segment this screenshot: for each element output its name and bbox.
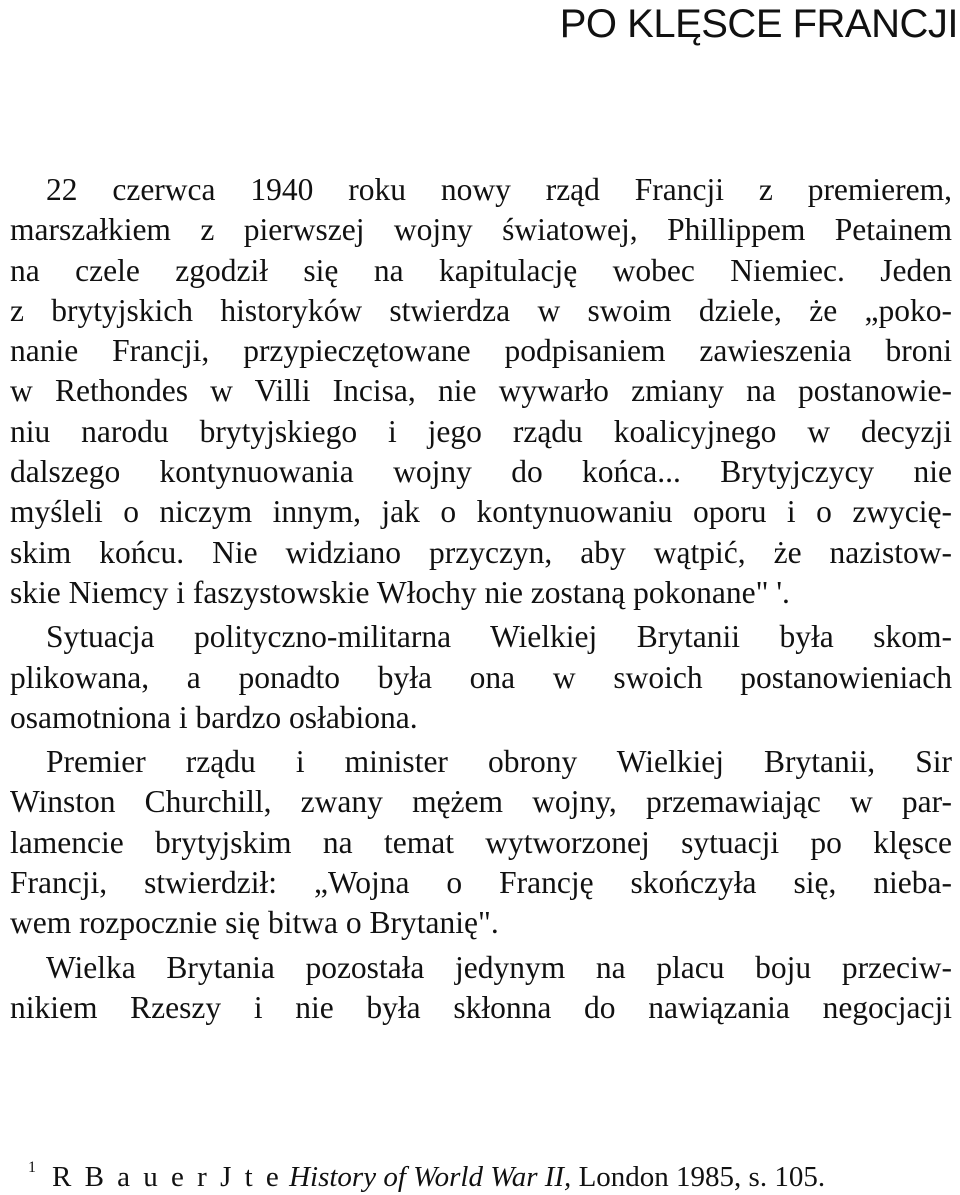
paragraph-2 [10,617,952,738]
text-line: na czele zgodził się na kapitulację wobec Niemiec. Jeden [10,252,952,288]
footnote-details: London 1985, s. 105. [578,1161,826,1193]
text-line: nanie Francji, przypieczętowane podpisaniem zawieszenia broni [10,333,952,369]
text-line: dalszego kontynuowania wojny do końca... Brytyjczycy nie [10,454,952,490]
paragraph-4 [10,948,952,1029]
text-line: Premier rządu i minister obrony Wielkiej Brytanii, Sir [46,744,952,780]
text-line: z brytyjskich historyków stwierdza w swoim dziele, że „poko- [10,292,952,328]
body-text [10,170,952,1032]
paragraph-1 [10,170,952,613]
paragraph-3 [10,742,952,943]
text-line: myśleli o niczym innym, jak o kontynuowaniu oporu i o zwycię- [10,494,952,530]
text-line: w Rethondes w Villi Incisa, nie wywarło zmiany na postanowie- [10,373,952,409]
text-line: plikowana, a ponadto była ona w swoich postanowieniach [10,659,952,695]
text-line: lamencie brytyjskim na temat wytworzonej sytuacji po klęsce [10,824,952,860]
footnote-author: R B a u e r J t e [52,1161,282,1193]
text-line: osamotniona i bardzo osłabiona. [10,699,418,735]
text-line: 22 czerwca 1940 roku nowy rząd Francji z premierem, [46,172,952,207]
text-line: Wielka Brytania pozostała jedynym na placu boju przeciw- [46,949,952,985]
text-line: Francji, stwierdził: „Wojna o Francję skończyła się, nieba- [10,865,952,901]
text-line: skim końcu. Nie widziano przyczyn, aby wątpić, że nazistow- [10,534,952,570]
text-line: wem rozpocznie się bitwa o Brytanię". [10,905,499,941]
page-title: PO KLĘSCE FRANCJI [559,2,958,46]
text-line: nikiem Rzeszy i nie była skłonna do nawiązania negocjacji [10,989,952,1025]
text-line: skie Niemcy i faszystowskie Włochy nie zostaną pokonane" '. [10,574,790,610]
footnote [28,1150,825,1195]
footnote-work-title: History of World War II, [289,1161,572,1193]
text-line: Sytuacja polityczno-militarna Wielkiej Brytanii była skom- [46,619,952,655]
text-line: marszałkiem z pierwszej wojny światowej, Phillippem Petainem [10,212,952,248]
text-line: niu narodu brytyjskiego i jego rządu koalicyjnego w decyzji [10,413,952,449]
footnote-marker: 1 [28,1159,36,1176]
text-line: Winston Churchill, zwany mężem wojny, przemawiając w par- [10,784,952,820]
